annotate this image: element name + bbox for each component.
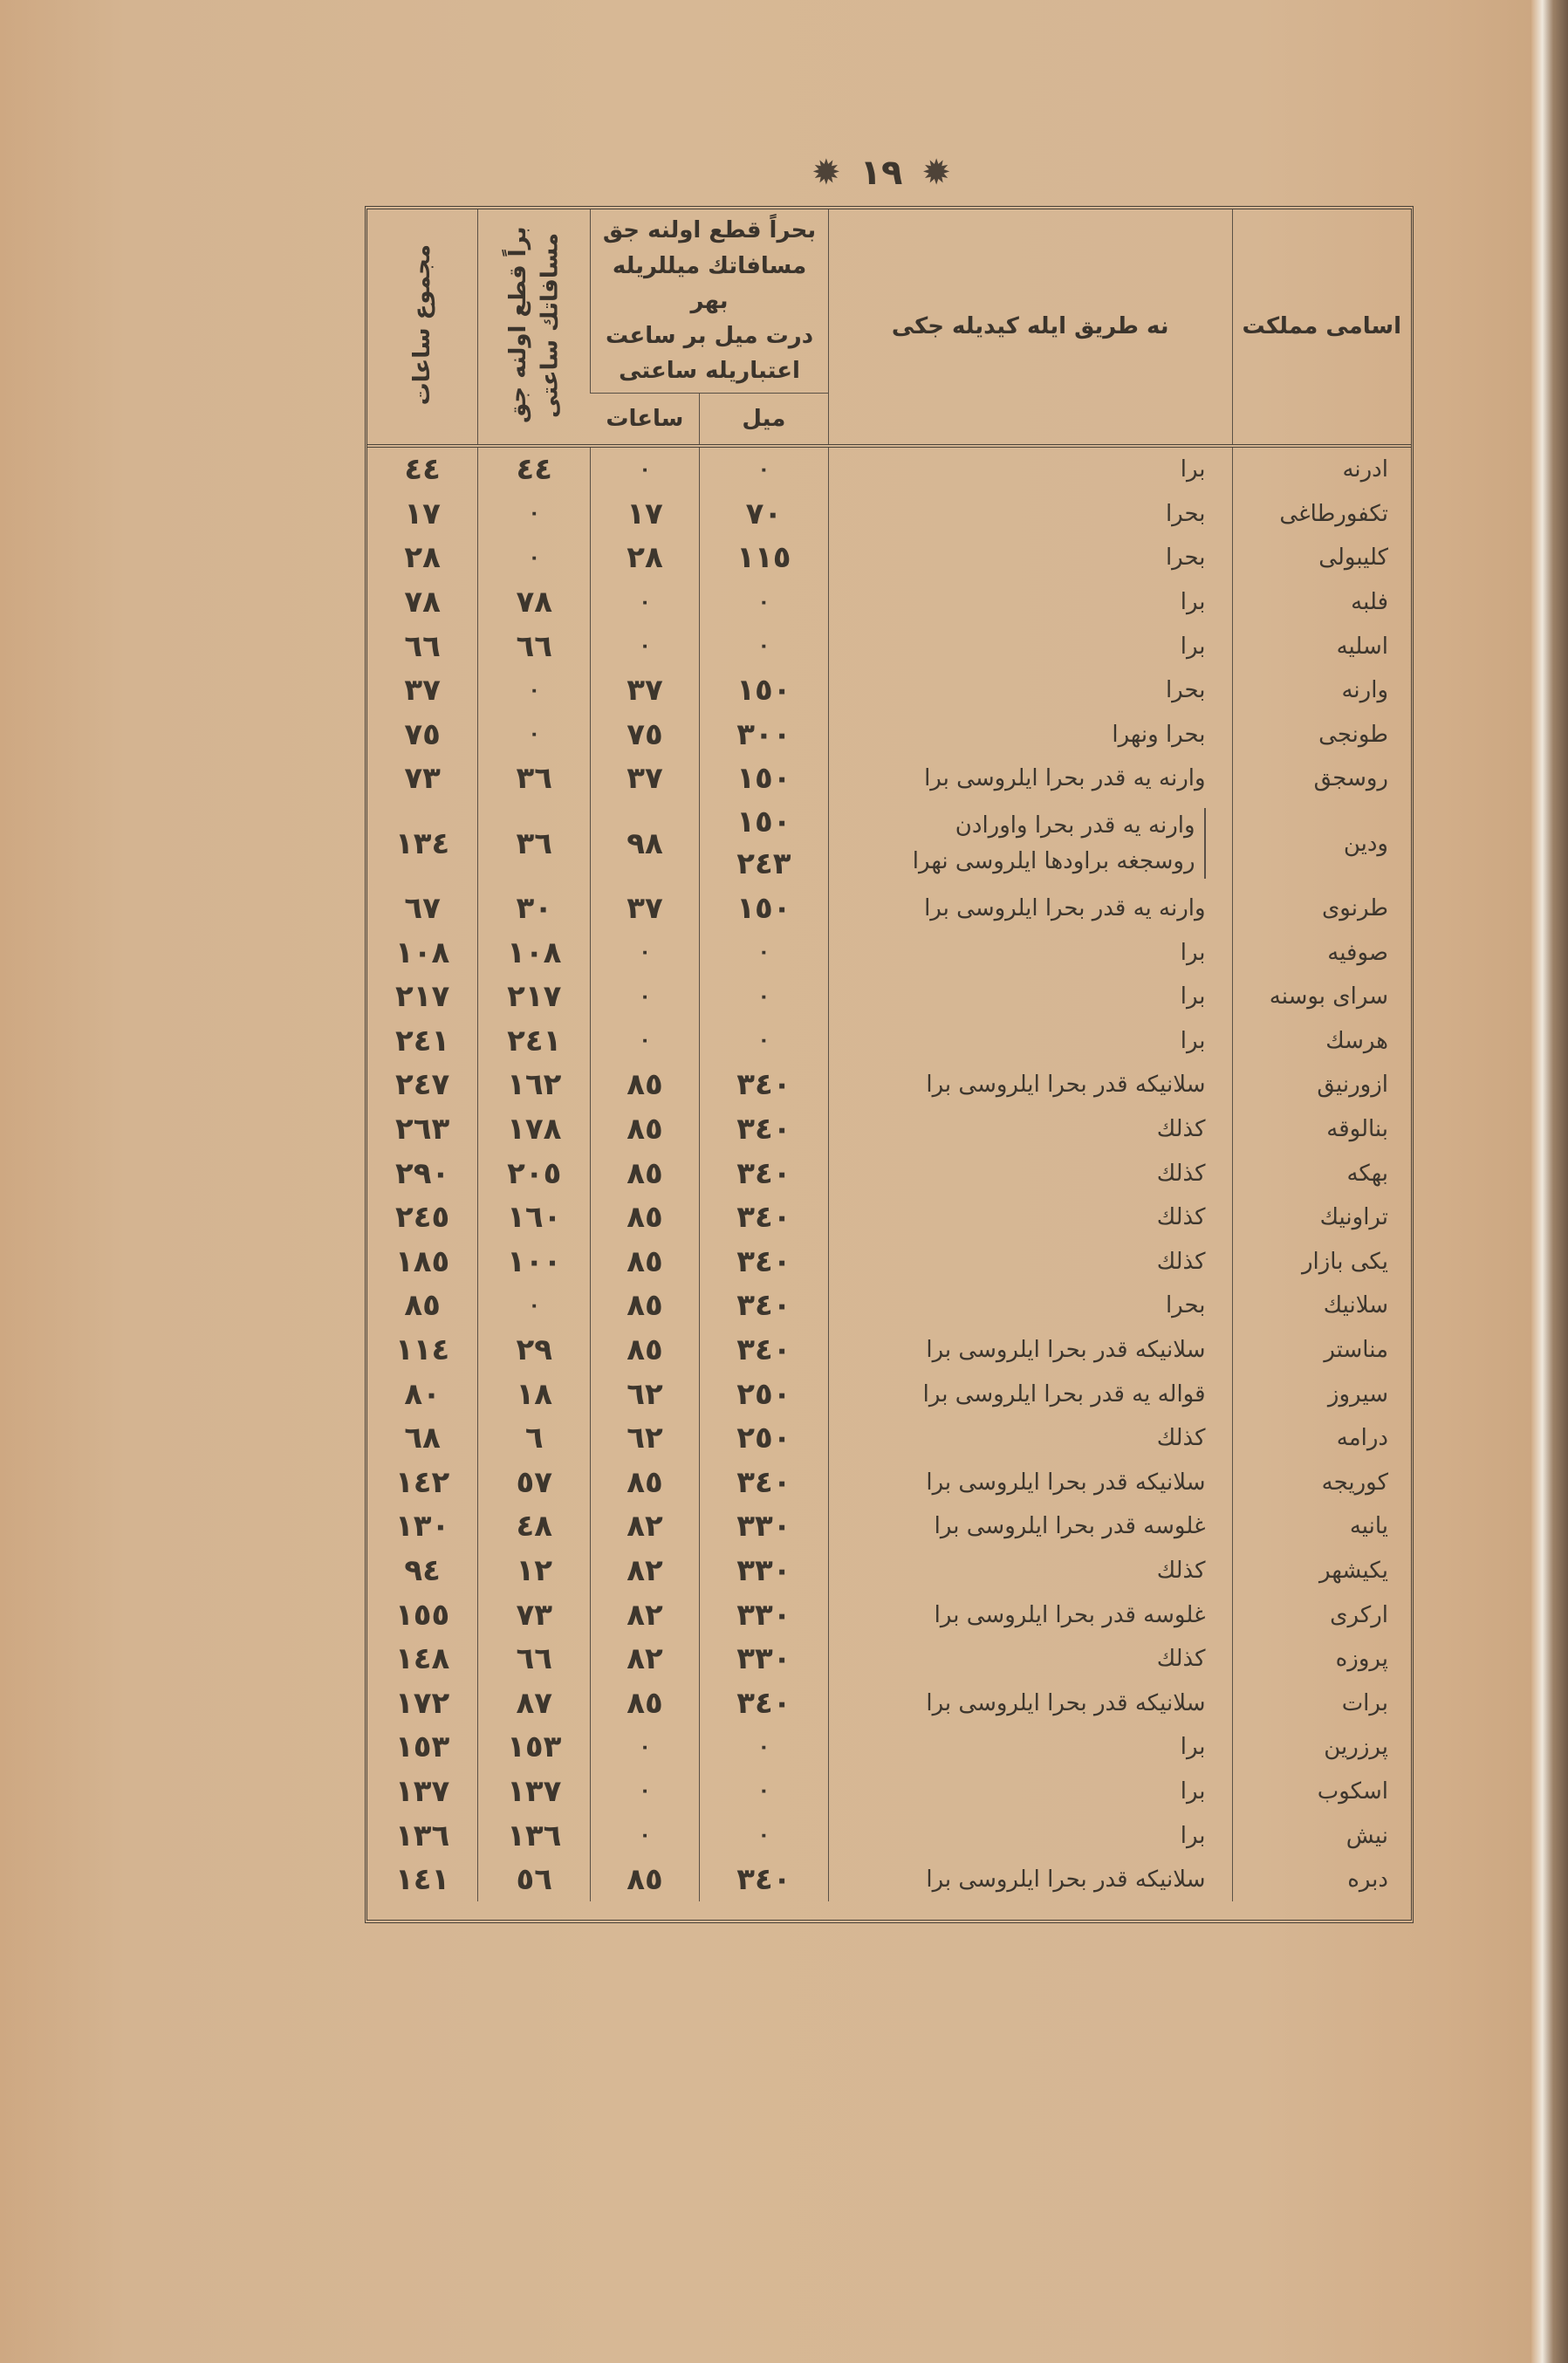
land-hours: ١٦٢: [478, 1063, 591, 1107]
sea-hours: ٠: [591, 1813, 700, 1858]
total-hours: ١٣٠: [395, 1509, 450, 1545]
place-name: سیروز: [1232, 1372, 1411, 1416]
table-row: [367, 1725, 1411, 1770]
sea-miles: ٣٤٠: [699, 1328, 828, 1373]
route-cell: برا: [828, 1019, 1232, 1064]
route-line: وارنه یه قدر بحرا واورادن: [955, 812, 1195, 839]
route-cell: کذلك: [828, 1107, 1232, 1152]
land-hours: ٠: [478, 492, 591, 537]
table-row: [367, 1284, 1411, 1328]
sea-hours: ٠: [591, 446, 700, 492]
table-row: [367, 1637, 1411, 1681]
sea-hours: ٨٢: [591, 1549, 700, 1593]
header-sea-group: بحراً قطع اولنه جق مسافاتك میللریله بهر درت میل بر ساعت اعتباریله ساعتی: [591, 209, 829, 394]
route-cell: بحرا ونهرا: [828, 713, 1232, 757]
land-hours: ٣٦: [478, 757, 591, 801]
table-row: [367, 1549, 1411, 1593]
route-cell: برا: [828, 975, 1232, 1019]
route-cell: کذلك: [828, 1637, 1232, 1681]
sea-miles: ٠: [699, 975, 828, 1019]
place-name: هرسك: [1232, 1019, 1411, 1064]
place-name: سرای بوسنه: [1232, 975, 1411, 1019]
total-hours: ١٤٢: [395, 1464, 450, 1500]
land-hours: ٣٠: [478, 887, 591, 931]
sea-hours: ٩٨: [591, 801, 700, 887]
route-cell: برا: [828, 1770, 1232, 1814]
total-hours: ١٨٥: [395, 1243, 450, 1279]
total-hours: ٢٦٣: [395, 1112, 450, 1147]
land-hours: ٤٤: [478, 446, 591, 492]
place-name: تراونیك: [1232, 1195, 1411, 1240]
route-cell: سلانیکه قدر بحرا ایلروسی برا: [828, 1460, 1232, 1504]
place-name: نیش: [1232, 1813, 1411, 1858]
total-hours: ١٥٥: [395, 1597, 450, 1633]
sea-miles: ٣٣٠: [699, 1549, 828, 1593]
land-hours: ١٠٨: [478, 930, 591, 975]
sea-miles: ٠: [699, 1725, 828, 1770]
table-row: [367, 1328, 1411, 1373]
total-hours: ١٥٣: [395, 1729, 450, 1765]
total-hours: ٩٤: [404, 1552, 441, 1588]
place-name: پرزرین: [1232, 1725, 1411, 1770]
total-hours: ١٧: [404, 496, 441, 531]
sea-hours: ٣٧: [591, 887, 700, 931]
sea-hours: ٠: [591, 1019, 700, 1064]
route-cell: وارنه یه قدر بحرا ایلروسی برا: [828, 757, 1232, 801]
table-row: [367, 801, 1411, 887]
sea-miles: ٠: [699, 930, 828, 975]
table-row: [367, 1372, 1411, 1416]
land-hours: ٧٨: [478, 580, 591, 625]
place-name: طونجی: [1232, 713, 1411, 757]
sea-miles: ٣٤٠: [699, 1151, 828, 1195]
sea-hours: ٠: [591, 624, 700, 668]
total-hours: ٧٣: [404, 761, 441, 797]
route-cell: سلانیکه قدر بحرا ایلروسی برا: [828, 1328, 1232, 1373]
table-row: [367, 757, 1411, 801]
route-cell: برا: [828, 580, 1232, 625]
place-name: کلیبولی: [1232, 536, 1411, 580]
total-hours: ١٤١: [395, 1862, 450, 1898]
sea-hours: ٧٥: [591, 713, 700, 757]
sea-miles: ١٥٠: [699, 668, 828, 713]
total-hours: ٢١٧: [395, 979, 450, 1015]
land-hours: ٠: [478, 536, 591, 580]
place-name: پروزه: [1232, 1637, 1411, 1681]
sea-hours: ١٧: [591, 492, 700, 537]
place-name: سلانیك: [1232, 1284, 1411, 1328]
land-hours: ١٧٨: [478, 1107, 591, 1152]
table-row: [367, 1592, 1411, 1637]
sea-hours: ٨٥: [591, 1681, 700, 1725]
total-hours: ٦٦: [404, 628, 441, 664]
total-hours: ٦٧: [404, 891, 441, 927]
sea-miles: ٣٤٠: [699, 1107, 828, 1152]
route-cell: سلانیکه قدر بحرا ایلروسی برا: [828, 1063, 1232, 1107]
sea-hours: ٠: [591, 930, 700, 975]
place-name: طرنوی: [1232, 887, 1411, 931]
sea-miles: ٢٥٠: [699, 1372, 828, 1416]
route-cell: بحرا: [828, 668, 1232, 713]
land-hours: ٤٨: [478, 1504, 591, 1549]
table-row: [367, 624, 1411, 668]
table-row: [367, 1063, 1411, 1107]
land-hours: ٠: [478, 668, 591, 713]
land-hours: ١٣٧: [478, 1770, 591, 1814]
sea-miles: ٠: [699, 624, 828, 668]
sea-miles: ٠: [699, 1770, 828, 1814]
land-hours: ١٠٠: [478, 1240, 591, 1284]
sea-miles: ٣٣٠: [699, 1504, 828, 1549]
route-cell: کذلك: [828, 1195, 1232, 1240]
sea-miles: ٣٤٠: [699, 1195, 828, 1240]
sea-hours: ٨٥: [591, 1858, 700, 1902]
place-name: کوریجه: [1232, 1460, 1411, 1504]
total-hours: ١٤٨: [395, 1641, 450, 1677]
land-hours: ١٥٣: [478, 1725, 591, 1770]
header-sea-hours: ساعات: [591, 394, 700, 447]
land-hours: ١٢: [478, 1549, 591, 1593]
place-name: بهکه: [1232, 1151, 1411, 1195]
table-row: [367, 580, 1411, 625]
sea-hours: ٣٧: [591, 757, 700, 801]
place-name: ودین: [1232, 801, 1411, 887]
place-name: وارنه: [1232, 668, 1411, 713]
sea-hours: ٨٥: [591, 1063, 700, 1107]
sea-miles: ٣٤٠: [699, 1284, 828, 1328]
total-hours: ٢٤٥: [395, 1200, 450, 1236]
table-row: [367, 930, 1411, 975]
sea-hours: ٢٨: [591, 536, 700, 580]
land-hours: ١٣٦: [478, 1813, 591, 1858]
land-hours: ٢١٧: [478, 975, 591, 1019]
land-hours: ٥٦: [478, 1858, 591, 1902]
route-cell: برا: [828, 1725, 1232, 1770]
route-cell: بحرا: [828, 492, 1232, 537]
table-row: [367, 975, 1411, 1019]
route-cell: برا: [828, 446, 1232, 492]
ornament-left-icon: ✹: [811, 153, 841, 193]
table-row: [367, 1416, 1411, 1461]
route-cell: وارنه یه قدر بحرا ایلروسی برا: [828, 887, 1232, 931]
land-hours: ٥٧: [478, 1460, 591, 1504]
place-name: صوفیه: [1232, 930, 1411, 975]
route-cell: کذلك: [828, 1151, 1232, 1195]
sea-miles: ٣٠٠: [699, 713, 828, 757]
table-row: [367, 1151, 1411, 1195]
total-hours: ١٣٤: [395, 825, 450, 861]
place-name: یکیشهر: [1232, 1549, 1411, 1593]
sea-miles: ٣٤٠: [699, 1240, 828, 1284]
sea-hours: ٠: [591, 975, 700, 1019]
sea-miles: ٣٤٠: [699, 1063, 828, 1107]
header-place: اسامی مملکت: [1232, 209, 1411, 446]
total-hours: ٧٨: [404, 585, 441, 620]
place-name: دبره: [1232, 1858, 1411, 1902]
sea-hours: ٨٥: [591, 1284, 700, 1328]
sea-miles-line: ٢٤٣: [736, 846, 791, 881]
place-name: فلبه: [1232, 580, 1411, 625]
route-cell: بحرا: [828, 536, 1232, 580]
header-route: نه طریق ایله کیدیله جکی: [828, 209, 1232, 446]
place-name: تکفورطاغی: [1232, 492, 1411, 537]
table-row: [367, 668, 1411, 713]
place-name: اسلیه: [1232, 624, 1411, 668]
sea-hours: ٠: [591, 580, 700, 625]
page-number: ١٩: [859, 153, 903, 193]
sea-miles: ٧٠: [699, 492, 828, 537]
route-cell: بحرا: [828, 1284, 1232, 1328]
route-cell: کذلك: [828, 1549, 1232, 1593]
header-land-hours: براً قطع اولنه جق مسافاتك ساعتی: [478, 209, 591, 446]
distance-table-grid: [367, 209, 1411, 1901]
route-cell: برا: [828, 1813, 1232, 1858]
sea-miles-line: ١٥٠: [736, 805, 791, 840]
sea-miles: ١٥٠: [699, 887, 828, 931]
place-name: ازورنیق: [1232, 1063, 1411, 1107]
place-name: ارکری: [1232, 1592, 1411, 1637]
sea-hours: ٨٥: [591, 1151, 700, 1195]
sea-hours: ٨٢: [591, 1637, 700, 1681]
sea-hours: ٠: [591, 1725, 700, 1770]
page-header: [794, 147, 969, 199]
table-row: [367, 1019, 1411, 1064]
land-hours: ٧٣: [478, 1592, 591, 1637]
table-row: [367, 713, 1411, 757]
route-cell: قواله یه قدر بحرا ایلروسی برا: [828, 1372, 1232, 1416]
land-hours: ٦: [478, 1416, 591, 1461]
header-total-hours: مجموع ساعات: [408, 244, 435, 406]
total-hours: ٨٥: [404, 1288, 441, 1324]
sea-hours: ٨٢: [591, 1504, 700, 1549]
sea-hours: ٦٢: [591, 1416, 700, 1461]
total-hours: ٦٨: [404, 1421, 441, 1456]
total-hours: ٢٩٠: [395, 1155, 450, 1191]
sea-miles: ٠: [699, 580, 828, 625]
table-row: [367, 1770, 1411, 1814]
place-name: ادرنه: [1232, 446, 1411, 492]
route-cell: غلوسه قدر بحرا ایلروسی برا: [828, 1592, 1232, 1637]
route-brace-group: [829, 808, 1206, 879]
land-hours: ٢٩: [478, 1328, 591, 1373]
table-row: [367, 1107, 1411, 1152]
land-hours: ٢٠٥: [478, 1151, 591, 1195]
route-cell: برا: [828, 624, 1232, 668]
total-hours: ١١٤: [395, 1332, 450, 1367]
route-cell: سلانیکه قدر بحرا ایلروسی برا: [828, 1858, 1232, 1902]
total-hours: ٢٨: [404, 540, 441, 576]
place-name: یکی بازار: [1232, 1240, 1411, 1284]
table-row: [367, 536, 1411, 580]
place-name: مناستر: [1232, 1328, 1411, 1373]
route-cell: [828, 801, 1232, 887]
land-hours: ٣٦: [478, 801, 591, 887]
route-cell: کذلك: [828, 1416, 1232, 1461]
total-hours: ٧٥: [404, 716, 441, 752]
header-sea-miles: میل: [699, 394, 828, 447]
total-hours: ١٣٦: [395, 1818, 450, 1853]
place-name: درامه: [1232, 1416, 1411, 1461]
place-name: بنالوقه: [1232, 1107, 1411, 1152]
sea-miles: ٠: [699, 1813, 828, 1858]
land-hours: ٠: [478, 1284, 591, 1328]
table-row: [367, 1195, 1411, 1240]
sea-hours: ٨٥: [591, 1107, 700, 1152]
land-hours: ٠: [478, 713, 591, 757]
table-row: [367, 492, 1411, 537]
sea-hours: ٦٢: [591, 1372, 700, 1416]
land-hours: ٦٦: [478, 624, 591, 668]
place-name: برات: [1232, 1681, 1411, 1725]
total-hours: ٢٤١: [395, 1023, 450, 1058]
sea-hours: ٨٥: [591, 1460, 700, 1504]
table-row: [367, 1813, 1411, 1858]
sea-miles: ٣٤٠: [699, 1858, 828, 1902]
sea-miles: ٢٥٠: [699, 1416, 828, 1461]
sea-miles: [699, 801, 828, 887]
table-row: [367, 446, 1411, 492]
land-hours: ١٦٠: [478, 1195, 591, 1240]
total-hours: ١٧٢: [395, 1685, 450, 1721]
total-hours: ٢٤٧: [395, 1067, 450, 1103]
sea-miles: ٣٤٠: [699, 1681, 828, 1725]
route-cell: غلوسه قدر بحرا ایلروسی برا: [828, 1504, 1232, 1549]
page-edge: [1531, 0, 1568, 2363]
sea-hours: ٨٥: [591, 1240, 700, 1284]
sea-miles: ٠: [699, 1019, 828, 1064]
table-row: [367, 1858, 1411, 1902]
sea-miles: ٠: [699, 446, 828, 492]
land-hours: ٦٦: [478, 1637, 591, 1681]
route-line: روسجغه براودها ایلروسی نهرا: [912, 847, 1195, 874]
sea-miles: ٣٣٠: [699, 1637, 828, 1681]
total-hours: ٤٤: [404, 452, 441, 488]
land-hours: ٢٤١: [478, 1019, 591, 1064]
table-row: [367, 887, 1411, 931]
place-name: اسکوب: [1232, 1770, 1411, 1814]
sea-miles: ١١٥: [699, 536, 828, 580]
sea-miles: ٣٤٠: [699, 1460, 828, 1504]
table-row: [367, 1460, 1411, 1504]
sea-hours: ٠: [591, 1770, 700, 1814]
total-hours: ٨٠: [404, 1376, 441, 1412]
sea-hours: ٨٢: [591, 1592, 700, 1637]
route-cell: برا: [828, 930, 1232, 975]
route-cell: کذلك: [828, 1240, 1232, 1284]
ornament-right-icon: ✹: [921, 153, 951, 193]
distance-table: [365, 206, 1414, 1923]
land-hours: ٨٧: [478, 1681, 591, 1725]
table-row: [367, 1681, 1411, 1725]
sea-miles: ٣٣٠: [699, 1592, 828, 1637]
place-name: یانیه: [1232, 1504, 1411, 1549]
sea-hours: ٨٥: [591, 1195, 700, 1240]
table-row: [367, 1240, 1411, 1284]
sea-hours: ٣٧: [591, 668, 700, 713]
place-name: روسجق: [1232, 757, 1411, 801]
total-hours: ١٣٧: [395, 1773, 450, 1809]
table-row: [367, 1504, 1411, 1549]
sea-miles: ١٥٠: [699, 757, 828, 801]
sea-hours: ٨٥: [591, 1328, 700, 1373]
total-hours: ٣٧: [404, 673, 441, 709]
total-hours: ١٠٨: [395, 935, 450, 970]
route-cell: سلانیکه قدر بحرا ایلروسی برا: [828, 1681, 1232, 1725]
land-hours: ١٨: [478, 1372, 591, 1416]
